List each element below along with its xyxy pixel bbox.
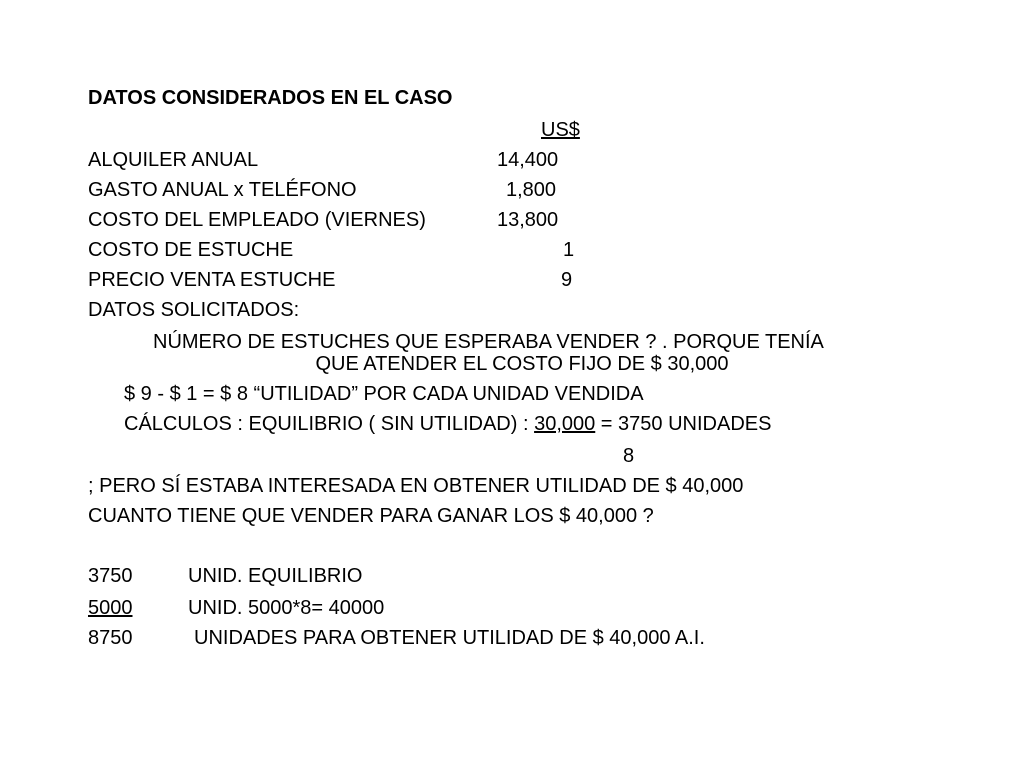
profit-line: ; PERO SÍ ESTABA INTERESADA EN OBTENER UTILIDAD DE $ 40,000: [88, 475, 744, 497]
question-line-1: NÚMERO DE ESTUCHES QUE ESPERABA VENDER ? . PORQUE TENÍA: [153, 331, 824, 353]
item-value: 1: [563, 239, 575, 261]
result-text: UNID. 5000*8= 40000: [188, 597, 385, 619]
result-text: UNID. EQUILIBRIO: [188, 565, 363, 587]
item-label: PRECIO VENTA ESTUCHE: [88, 269, 336, 291]
result-number: 8750: [88, 627, 133, 649]
result-number: 3750: [88, 565, 133, 587]
calc-prefix: CÁLCULOS : EQUILIBRIO ( SIN UTILIDAD) :: [124, 413, 535, 435]
calc-numerator: 30,000: [534, 413, 596, 435]
item-label: ALQUILER ANUAL: [88, 149, 259, 171]
result-text: UNIDADES PARA OBTENER UTILIDAD DE $ 40,000 A.I.: [194, 627, 705, 649]
calc-suffix: = 3750 UNIDADES: [595, 413, 772, 435]
item-label: COSTO DEL EMPLEADO (VIERNES): [88, 209, 426, 231]
item-label: GASTO ANUAL x TELÉFONO: [88, 179, 357, 201]
item-value: 13,800: [497, 209, 559, 231]
margin-line: $ 9 - $ 1 = $ 8 “UTILIDAD” POR CADA UNIDAD VENDIDA: [124, 383, 644, 405]
requested-heading: DATOS SOLICITADOS:: [88, 299, 300, 321]
item-value: 1,800: [506, 179, 557, 201]
result-number: 5000: [88, 597, 133, 619]
item-value: 9: [561, 269, 573, 291]
currency-header: US$: [541, 119, 580, 141]
question-line-3: CUANTO TIENE QUE VENDER PARA GANAR LOS $ 40,000 ?: [88, 505, 654, 527]
calc-denominator: 8: [623, 445, 635, 467]
calc-line: [124, 412, 771, 436]
question-line-2: QUE ATENDER EL COSTO FIJO DE $ 30,000: [315, 353, 729, 375]
item-label: COSTO DE ESTUCHE: [88, 239, 294, 261]
item-value: 14,400: [497, 149, 559, 171]
heading: DATOS CONSIDERADOS EN EL CASO: [88, 87, 453, 109]
